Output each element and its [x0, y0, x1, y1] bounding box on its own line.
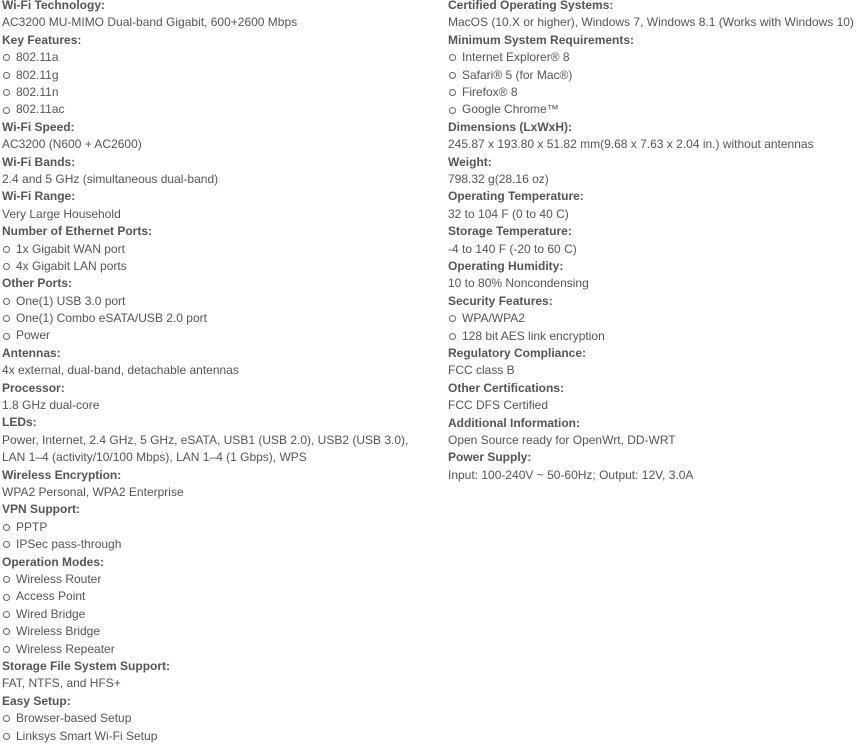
bullet-circle-icon [3, 72, 10, 79]
spec-section-number-of-ethernet-ports [2, 223, 442, 275]
bullet-circle-icon [3, 628, 10, 635]
spec-section-vpn-support [2, 501, 442, 553]
spec-value: FCC DFS Certified [448, 398, 549, 413]
spec-value: 245.87 x 193.80 x 51.82 mm(9.68 x 7.63 x 2.04 in.) without antennas [448, 137, 814, 152]
spec-list-item-text: 802.11a [16, 50, 59, 65]
bullet-circle-icon [3, 298, 10, 305]
spec-section-wi-fi-speed [2, 119, 442, 154]
bullet-circle-icon [3, 315, 10, 322]
spec-list-item-text: Browser-based Setup [16, 711, 132, 726]
bullet-circle-icon [449, 54, 456, 61]
spec-list-item [2, 606, 442, 623]
spec-value: 4x external, dual-band, detachable antennas [2, 363, 239, 378]
spec-list-item [448, 328, 862, 345]
spec-item-list [2, 519, 442, 554]
bullet-circle-icon [3, 576, 10, 583]
spec-item-list [2, 293, 442, 345]
spec-list-item [448, 101, 862, 118]
spec-section-weight [448, 154, 862, 189]
spec-list-item-text: Google Chrome™ [462, 102, 559, 117]
spec-item-list [2, 710, 442, 745]
spec-value: Open Source ready for OpenWrt, DD-WRT [448, 432, 676, 447]
spec-list-item [2, 327, 442, 344]
spec-list-item-text: PPTP [16, 519, 48, 534]
spec-list-item [2, 67, 442, 84]
spec-column-left [2, 0, 442, 745]
spec-list-item [448, 67, 862, 84]
spec-value: Input: 100-240V ~ 50-60Hz; Output: 12V, 3.0A [448, 467, 694, 482]
spec-section-dimensions-lxwxh [448, 119, 862, 154]
bullet-circle-icon [449, 72, 456, 79]
bullet-circle-icon [3, 246, 10, 253]
spec-list-item [2, 728, 442, 745]
bullet-circle-icon [449, 107, 456, 114]
spec-label: Power Supply: [448, 450, 532, 465]
spec-section-wireless-encryption [2, 467, 442, 502]
spec-list-item-text: IPSec pass-through [16, 537, 122, 552]
spec-list-item-text: 802.11ac [16, 102, 65, 117]
bullet-circle-icon [3, 733, 10, 740]
spec-list-item [2, 293, 442, 310]
spec-section-security-features [448, 293, 862, 345]
spec-label: Easy Setup: [2, 693, 71, 708]
spec-label: Regulatory Compliance: [448, 345, 587, 360]
spec-value: 10 to 80% Noncondensing [448, 276, 589, 291]
spec-label: Wi-Fi Speed: [2, 119, 75, 134]
spec-label: Other Ports: [2, 276, 73, 291]
spec-list-item [2, 536, 442, 553]
bullet-circle-icon [3, 541, 10, 548]
spec-section-operating-temperature [448, 188, 862, 223]
spec-label: Other Certifications: [448, 380, 565, 395]
spec-item-list [2, 241, 442, 276]
spec-value: Very Large Household [2, 206, 121, 221]
spec-section-certified-operating-systems [448, 0, 862, 32]
spec-item-list [2, 49, 442, 119]
spec-section-processor [2, 380, 442, 415]
bullet-circle-icon [3, 263, 10, 270]
spec-label: Additional Information: [448, 415, 580, 430]
spec-label: Wi-Fi Technology: [2, 0, 105, 12]
spec-value: Power, Internet, 2.4 GHz, 5 GHz, eSATA, USB1 (USB 2.0), USB2 (USB 3.0), LAN 1–4 (activity/10/100 Mbps), LAN 1–4 (1 Gbps), WPS [2, 432, 409, 465]
spec-list-item-text: Wireless Repeater [16, 641, 115, 656]
spec-label: Storage File System Support: [2, 658, 171, 673]
spec-section-other-ports [2, 275, 442, 345]
spec-list-item [2, 49, 442, 66]
spec-value: AC3200 MU-MIMO Dual-band Gigabit, 600+2600 Mbps [2, 15, 298, 30]
spec-list-item [2, 641, 442, 658]
spec-list-item-text: WPA/WPA2 [462, 311, 525, 326]
spec-item-list [448, 49, 862, 119]
spec-list-item-text: 802.11g [16, 67, 59, 82]
spec-list-item-text: Wired Bridge [16, 606, 86, 621]
spec-list-item [448, 310, 862, 327]
spec-list-item-text: One(1) Combo eSATA/USB 2.0 port [16, 311, 207, 326]
spec-list-item-text: 802.11n [16, 84, 59, 99]
spec-list-item-text: Access Point [16, 589, 86, 604]
bullet-circle-icon [3, 715, 10, 722]
spec-section-minimum-system-requirements [448, 32, 862, 119]
bullet-circle-icon [449, 315, 456, 322]
spec-list-item [2, 84, 442, 101]
spec-section-additional-information [448, 415, 862, 450]
bullet-circle-icon [3, 107, 10, 114]
spec-section-operation-modes [2, 554, 442, 658]
spec-section-wi-fi-technology [2, 0, 442, 32]
spec-label: Number of Ethernet Ports: [2, 224, 153, 239]
spec-list-item-text: One(1) USB 3.0 port [16, 293, 126, 308]
spec-list-item-text: 1x Gigabit WAN port [16, 241, 125, 256]
bullet-circle-icon [3, 611, 10, 618]
spec-list-item-text: Wireless Router [16, 572, 102, 587]
spec-section-operating-humidity [448, 258, 862, 293]
spec-label: Processor: [2, 380, 65, 395]
spec-label: Wireless Encryption: [2, 467, 122, 482]
spec-label: Weight: [448, 154, 492, 169]
bullet-circle-icon [3, 524, 10, 531]
spec-label: VPN Support: [2, 502, 80, 517]
spec-label: Antennas: [2, 345, 61, 360]
bullet-circle-icon [3, 89, 10, 96]
spec-list-item [2, 571, 442, 588]
spec-list-item-text: 128 bit AES link encryption [462, 328, 605, 343]
spec-list-item-text: Wireless Bridge [16, 624, 101, 639]
spec-list-item [448, 49, 862, 66]
spec-section-wi-fi-range [2, 188, 442, 223]
bullet-circle-icon [3, 54, 10, 61]
spec-label: Wi-Fi Range: [2, 189, 76, 204]
spec-list-item-text: Internet Explorer® 8 [462, 50, 570, 65]
spec-label: Security Features: [448, 293, 553, 308]
spec-section-storage-file-system-support [2, 658, 442, 693]
spec-section-easy-setup [2, 693, 442, 745]
spec-value: 798.32 g(28.16 oz) [448, 171, 549, 186]
spec-value: 32 to 104 F (0 to 40 C) [448, 206, 569, 221]
spec-label: LEDs: [2, 415, 37, 430]
bullet-circle-icon [449, 89, 456, 96]
spec-section-power-supply [448, 449, 862, 484]
spec-value: -4 to 140 F (-20 to 60 C) [448, 241, 577, 256]
spec-value: FCC class B [448, 363, 515, 378]
spec-label: Wi-Fi Bands: [2, 154, 76, 169]
spec-section-storage-temperature [448, 223, 862, 258]
spec-section-key-features [2, 32, 442, 119]
spec-value: 1.8 GHz dual-core [2, 398, 100, 413]
bullet-circle-icon [3, 594, 10, 601]
spec-list-item [2, 519, 442, 536]
spec-list-item [2, 623, 442, 640]
spec-list-item-text: Linksys Smart Wi-Fi Setup [16, 728, 158, 743]
spec-section-antennas [2, 345, 442, 380]
spec-list-item-text: Firefox® 8 [462, 84, 518, 99]
spec-section-regulatory-compliance [448, 345, 862, 380]
spec-value: WPA2 Personal, WPA2 Enterprise [2, 485, 184, 500]
spec-item-list [448, 310, 862, 345]
spec-label: Minimum System Requirements: [448, 32, 635, 47]
spec-label: Operating Humidity: [448, 258, 564, 273]
bullet-circle-icon [3, 333, 10, 340]
spec-list-item [2, 710, 442, 727]
spec-section-wi-fi-bands [2, 154, 442, 189]
spec-label: Certified Operating Systems: [448, 0, 614, 12]
spec-list-item-text: Safari® 5 (for Mac®) [462, 67, 573, 82]
spec-value: 2.4 and 5 GHz (simultaneous dual-band) [2, 171, 219, 186]
bullet-circle-icon [3, 646, 10, 653]
spec-list-item-text: Power [16, 328, 51, 343]
spec-label: Operation Modes: [2, 554, 105, 569]
spec-label: Dimensions (LxWxH): [448, 119, 573, 134]
spec-list-item-text: 4x Gigabit LAN ports [16, 258, 127, 273]
spec-value: AC3200 (N600 + AC2600) [2, 137, 142, 152]
spec-value: MacOS (10.X or higher), Windows 7, Windows 8.1 (Works with Windows 10) [448, 15, 854, 30]
spec-list-item [2, 258, 442, 275]
spec-label: Storage Temperature: [448, 224, 572, 239]
spec-list-item [2, 588, 442, 605]
spec-label: Key Features: [2, 32, 82, 47]
spec-label: Operating Temperature: [448, 189, 584, 204]
spec-item-list [2, 571, 442, 658]
spec-list-item [2, 241, 442, 258]
spec-list-item [448, 84, 862, 101]
spec-list-item [2, 310, 442, 327]
spec-section-leds [2, 414, 442, 466]
spec-section-other-certifications [448, 380, 862, 415]
bullet-circle-icon [449, 333, 456, 340]
spec-value: FAT, NTFS, and HFS+ [2, 676, 121, 691]
spec-list-item [2, 101, 442, 118]
spec-column-right [448, 0, 862, 484]
